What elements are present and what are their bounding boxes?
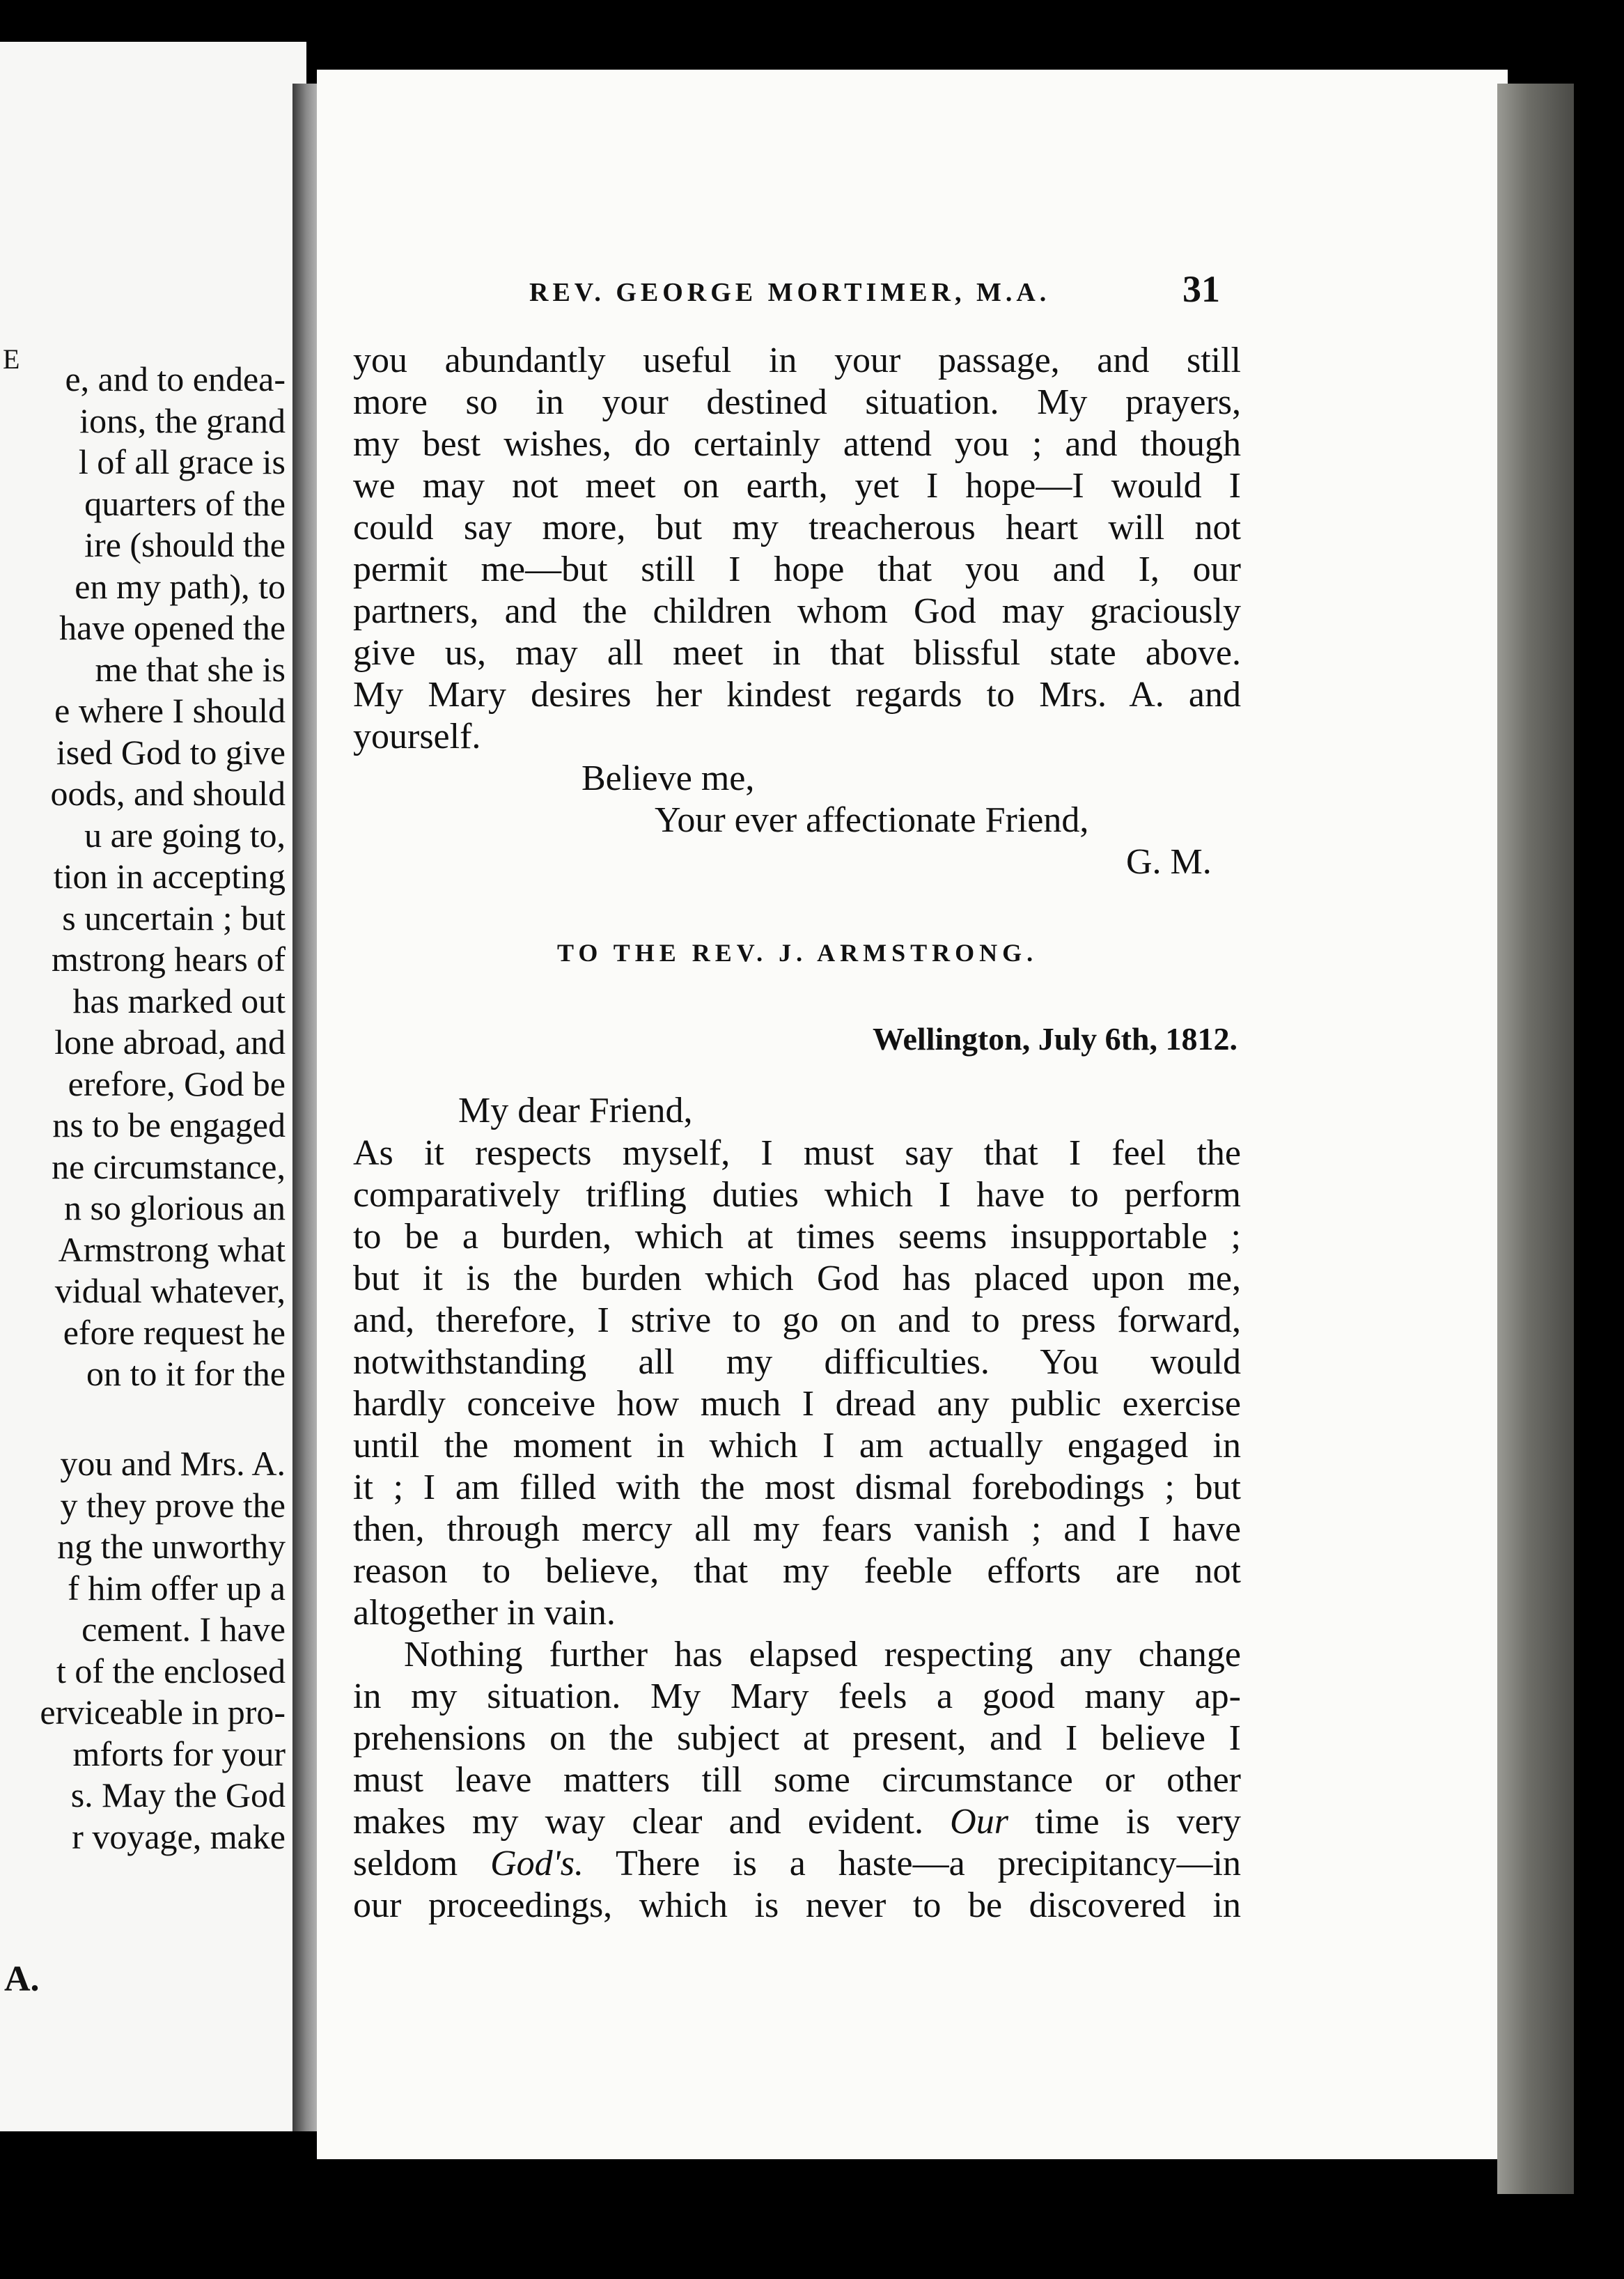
left-page-line: e where I should	[54, 691, 286, 730]
text-line: but it is the burden which God has placed upon me,	[353, 1259, 1241, 1298]
text-line: you abundantly useful in your passage, and still	[353, 341, 1241, 380]
left-page-line: u are going to,	[84, 815, 286, 855]
left-page-line: on to it for the	[86, 1354, 286, 1393]
text-line: prehensions on the subject at present, and I believe I	[353, 1718, 1241, 1758]
text-fragment: makes my way clear and evident.	[353, 1802, 923, 1842]
previous-page	[0, 42, 306, 2131]
text-line: more so in your destined situation. My prayers,	[353, 382, 1241, 422]
left-page-line: have opened the	[59, 608, 286, 647]
page-edge	[1497, 84, 1574, 2194]
text-fragment: time is very	[1035, 1802, 1242, 1842]
left-page-line: ised God to give	[56, 732, 286, 772]
left-page-line: t of the enclosed	[56, 1651, 286, 1690]
left-page-line: e, and to endea-	[65, 359, 286, 398]
left-page-line: quarters of the	[84, 483, 286, 523]
running-head: REV. GEORGE MORTIMER, M.A.	[529, 278, 1051, 307]
text-line	[353, 1801, 1241, 1842]
text-line: comparatively trifling duties which I have to perform	[353, 1175, 1241, 1215]
text-line: to be a burden, which at times seems insupportable ;	[353, 1217, 1241, 1257]
left-page-line: erefore, God be	[68, 1064, 286, 1103]
left-page-line: mforts for your	[72, 1734, 286, 1773]
left-page-line: r voyage, make	[72, 1817, 286, 1856]
left-page-line: s. May the God	[70, 1775, 286, 1814]
left-page-line: s uncertain ; but	[62, 898, 286, 938]
text-line: Nothing further has elapsed respecting any change	[404, 1635, 1241, 1674]
left-page-line: l of all grace is	[78, 442, 286, 481]
left-page-line: ions, the grand	[79, 400, 286, 440]
text-line: my best wishes, do certainly attend you ; and though	[353, 424, 1241, 464]
left-page-line: ne circumstance,	[52, 1146, 286, 1186]
letter-closing: Believe me,	[581, 759, 755, 798]
left-page-running-head-fragment: E	[3, 343, 22, 375]
text-line: must leave matters till some circumstance or other	[353, 1760, 1241, 1800]
letter-heading: TO THE REV. J. ARMSTRONG.	[557, 939, 1038, 967]
left-page-line: y they prove the	[60, 1485, 286, 1525]
text-line: notwithstanding all my difficulties. You would	[353, 1342, 1241, 1382]
text-line: give us, may all meet in that blissful state above.	[353, 633, 1241, 673]
left-page-line: erviceable in pro-	[40, 1693, 286, 1732]
text-line: in my situation. My Mary feels a good many ap-	[353, 1677, 1241, 1716]
text-line: our proceedings, which is never to be discovered in	[353, 1885, 1241, 1925]
letter-salutation: My dear Friend,	[458, 1091, 693, 1130]
left-page-line: cement. I have	[81, 1610, 286, 1649]
italic-word: God's.	[490, 1844, 584, 1883]
left-page-line: me that she is	[95, 649, 286, 689]
left-page-line: you and Mrs. A.	[60, 1444, 286, 1483]
left-page-line: has marked out	[72, 981, 286, 1020]
left-page-line: lone abroad, and	[54, 1022, 286, 1061]
letter-dateline: Wellington, July 6th, 1812.	[873, 1021, 1237, 1057]
text-line: hardly conceive how much I dread any public exercise	[353, 1384, 1241, 1424]
letter-closing: Your ever affectionate Friend,	[655, 800, 1089, 840]
left-page-line: ns to be engaged	[52, 1105, 286, 1144]
text-line: reason to believe, that my feeble efforts are not	[353, 1551, 1241, 1591]
left-page-line: tion in accepting	[53, 857, 286, 896]
left-page-line: oods, and should	[50, 774, 286, 813]
left-page-line: f him offer up a	[68, 1568, 286, 1608]
text-fragment: seldom	[353, 1844, 458, 1883]
left-page-line: en my path), to	[75, 566, 286, 606]
text-line: and, therefore, I strive to go on and to press forward,	[353, 1300, 1241, 1340]
text-line: then, through mercy all my fears vanish ; and I have	[353, 1509, 1241, 1549]
letter-signature-initials: G. M.	[1126, 842, 1212, 882]
left-page-signature: A.	[4, 1959, 40, 1999]
left-page-line: ire (should the	[84, 525, 286, 564]
left-page-line: efore request he	[63, 1312, 286, 1352]
left-page-line: ng the unworthy	[57, 1527, 286, 1566]
left-page-line: Armstrong what	[58, 1229, 286, 1269]
text-line: My Mary desires her kindest regards to Mrs. A. and	[353, 675, 1241, 715]
text-line: yourself.	[353, 717, 481, 756]
text-line: could say more, but my treacherous heart will not	[353, 508, 1241, 547]
left-page-line: mstrong hears of	[51, 940, 286, 979]
text-line: altogether in vain.	[353, 1593, 616, 1633]
page-number: 31	[1182, 268, 1220, 310]
text-fragment: There is a haste—a precipitancy—in	[616, 1844, 1241, 1883]
text-line: until the moment in which I am actually engaged in	[353, 1426, 1241, 1465]
left-page-line: vidual whatever,	[54, 1271, 286, 1310]
text-line: As it respects myself, I must say that I feel the	[353, 1133, 1241, 1173]
text-line: permit me—but still I hope that you and I, our	[353, 550, 1241, 589]
text-line: we may not meet on earth, yet I hope—I would I	[353, 466, 1241, 506]
text-line	[353, 1843, 1241, 1884]
italic-word: Our	[950, 1802, 1008, 1842]
text-line: it ; I am filled with the most dismal forebodings ; but	[353, 1468, 1241, 1507]
text-line: partners, and the children whom God may graciously	[353, 591, 1241, 631]
left-page-line: n so glorious an	[63, 1188, 286, 1227]
